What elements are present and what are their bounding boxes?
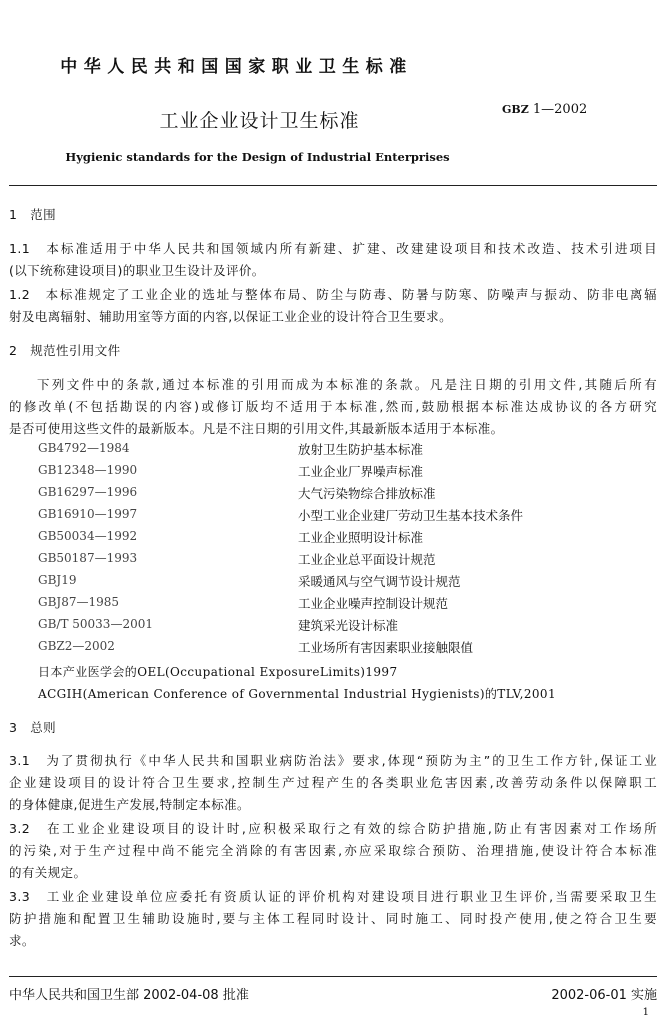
code-number: 1—2002 <box>532 102 588 117</box>
para-3-2-line: 的污染,对于生产过程中尚不能完全消除的有害因素,亦应采取综合预防、治理措施,使设计符合本标准 <box>9 843 657 858</box>
para-3-2-line: 的有关规定。 <box>9 865 87 880</box>
para-2-line: 的修改单(不包括勘误的内容)或修订版均不适用于本标准,然而,鼓励根据本标准达成协议的各方研究 <box>9 399 657 414</box>
para-1-2-line: 射及电离辐射、辅助用室等方面的内容,以保证工业企业的设计符合卫生要求。 <box>9 309 452 324</box>
ref-name: 工业场所有害因素职业接触限值 <box>298 640 474 655</box>
ref-code: GB50034—1992 <box>38 529 138 543</box>
section-2-heading: 2 规范性引用文件 <box>9 343 121 358</box>
ref-code: GB4792—1984 <box>38 441 130 455</box>
standard-title: 工业企业设计卫生标准 <box>159 110 360 132</box>
ref-code: GB50187—1993 <box>38 551 138 565</box>
para-1-1-line: (以下统称建设项目)的职业卫生设计及评价。 <box>9 263 265 278</box>
para-3-1-line: 的身体健康,促进生产发展,特制定本标准。 <box>9 797 250 812</box>
implementation-date: 2002-06-01 实施 <box>551 988 657 1003</box>
ref-extra: ACGIH(American Conference of Governmental Industrial Hygienists)的TLV,2001 <box>38 687 556 701</box>
para-3-2-line: 3.2 在工业企业建设项目的设计时,应积极采取行之有效的综合防护措施,防止有害因素对工作场所 <box>9 821 657 836</box>
section-3-heading: 3 总则 <box>9 720 57 735</box>
code-prefix: GBZ <box>502 103 529 116</box>
header-rule <box>9 185 657 186</box>
approval-date: 中华人民共和国卫生部 2002-04-08 批准 <box>9 988 249 1003</box>
ref-name: 工业企业照明设计标准 <box>298 530 424 545</box>
para-1-2-line: 1.2 本标准规定了工业企业的选址与整体布局、防尘与防毒、防暑与防寒、防噪声与振动、防非电离辐 <box>9 287 657 302</box>
para-3-3-line: 3.3 工业企业建设单位应委托有资质认证的评价机构对建设项目进行职业卫生评价,当需要采取卫生 <box>9 889 657 904</box>
ref-code: GB/T 50033—2001 <box>38 617 153 631</box>
ref-name: 工业企业总平面设计规范 <box>298 552 436 567</box>
para-3-3-line: 防护措施和配置卫生辅助设施时,要与主体工程同时设计、同时施工、同时投产使用,使之符合卫生要 <box>9 911 657 926</box>
ref-name: 工业企业厂界噪声标准 <box>298 464 424 479</box>
page-number: 1 <box>642 1007 649 1018</box>
ref-code: GB16297—1996 <box>38 485 138 499</box>
para-2-line: 下列文件中的条款,通过本标准的引用而成为本标准的条款。凡是注日期的引用文件,其随后所有 <box>37 377 657 392</box>
para-3-3-line: 求。 <box>9 933 35 948</box>
ref-name: 放射卫生防护基本标准 <box>298 442 424 457</box>
ref-code: GBJ19 <box>38 573 77 587</box>
para-1-1-line: 1.1 本标准适用于中华人民共和国领域内所有新建、扩建、改建建设项目和技术改造、技术引进项目 <box>9 241 657 256</box>
ref-name: 小型工业企业建厂劳动卫生基本技术条件 <box>298 508 524 523</box>
section-1-heading: 1 范围 <box>9 207 57 222</box>
ref-code: GBJ87—1985 <box>38 595 120 609</box>
ref-name: 建筑采光设计标准 <box>298 618 399 633</box>
ref-name: 工业企业噪声控制设计规范 <box>298 596 449 611</box>
para-3-1-line: 企业建设项目的设计符合卫生要求,控制生产过程产生的各类职业危害因素,改善劳动条件以保障职工 <box>9 775 657 790</box>
ref-name: 大气污染物综合排放标准 <box>298 486 436 501</box>
ref-code: GBZ2—2002 <box>38 639 115 653</box>
ref-name: 采暖通风与空气调节设计规范 <box>298 574 461 589</box>
ref-code: GB16910—1997 <box>38 507 138 521</box>
standard-code <box>502 102 587 117</box>
ref-code: GB12348—1990 <box>38 463 138 477</box>
footer-rule <box>9 976 657 977</box>
english-title: Hygienic standards for the Design of Industrial Enterprises <box>65 150 450 164</box>
standard-org: 中华人民共和国国家职业卫生标准 <box>60 57 413 77</box>
ref-extra: 日本产业医学会的OEL(Occupational ExposureLimits)1997 <box>38 665 398 679</box>
para-3-1-line: 3.1 为了贯彻执行《中华人民共和国职业病防治法》要求,体现“预防为主”的卫生工作方针,保证工业 <box>9 753 657 768</box>
para-2-line: 是否可使用这些文件的最新版本。凡是不注日期的引用文件,其最新版本适用于本标准。 <box>9 421 504 436</box>
